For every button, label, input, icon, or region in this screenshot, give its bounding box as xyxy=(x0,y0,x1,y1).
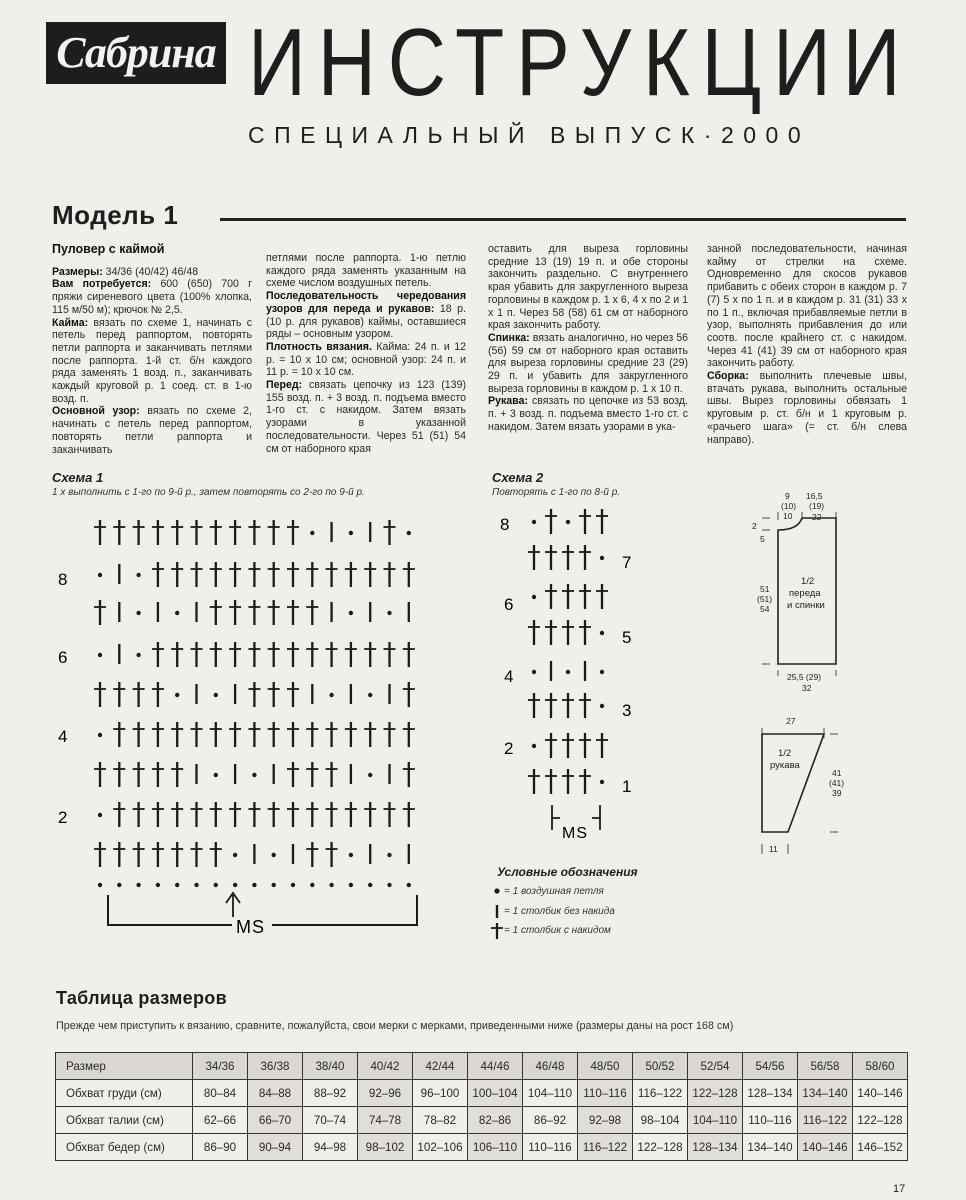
text-column-2 xyxy=(266,252,466,455)
schema-1-row-4: 4 xyxy=(58,727,68,746)
table-cell: 44/46 xyxy=(468,1053,523,1080)
table-cell: 56/58 xyxy=(798,1053,853,1080)
dim-32: 32 xyxy=(802,683,812,693)
dim-41: 41 xyxy=(832,768,842,778)
dim-19-paren: (19) xyxy=(809,501,825,511)
dim-51-paren: (51) xyxy=(757,594,773,604)
model-title: Модель 1 xyxy=(52,200,179,230)
schema-2-ms-label: MS xyxy=(562,825,588,842)
table-cell: 48/50 xyxy=(578,1053,633,1080)
table-cell: 134–140 xyxy=(798,1080,853,1107)
size-table-row xyxy=(56,1134,908,1161)
schema-2-chart xyxy=(490,500,660,850)
pattern-pieces xyxy=(740,488,920,868)
table-cell: 116–122 xyxy=(578,1134,633,1161)
table-cell: 80–84 xyxy=(193,1080,248,1107)
table-cell: 106–110 xyxy=(468,1134,523,1161)
schema-2-row-1: 1 xyxy=(622,777,632,796)
row-label: Обхват груди (см) xyxy=(56,1080,193,1107)
schema-2-title: Схема 2 xyxy=(492,470,544,485)
table-cell: 66–70 xyxy=(248,1107,303,1134)
table-cell: 50/52 xyxy=(633,1053,688,1080)
table-cell: 102–106 xyxy=(413,1134,468,1161)
dim-10: 10 xyxy=(783,511,793,521)
magazine-logo: Сабрина xyxy=(46,22,226,84)
paragraph-density: Плотность вязания. Кайма: 24 п. и 12 р. = 10 х 10 см; основной узор: 24 п. и 11 р. = 10 х 10 см. xyxy=(266,340,466,379)
table-cell: 62–66 xyxy=(193,1107,248,1134)
table-cell: 94–98 xyxy=(303,1134,358,1161)
table-cell: 122–128 xyxy=(853,1107,908,1134)
table-cell: 86–92 xyxy=(523,1107,578,1134)
table-cell: 34/36 xyxy=(193,1053,248,1080)
legend-title: Условные обозначения xyxy=(497,865,638,879)
paragraph-sizes: Размеры: 34/36 (40/42) 46/48 xyxy=(52,265,199,278)
table-cell: 110–116 xyxy=(743,1107,798,1134)
sleeve-label-1: 1/2 xyxy=(778,748,792,759)
schema-1-ms-label: MS xyxy=(236,917,265,937)
paragraph-sequence: Последовательность чередования узоров для переда и рукавов: 18 р. (10 р. для рукавов) каймы, оставшиеся ряды – основным узором. xyxy=(266,290,466,341)
dim-27: 27 xyxy=(786,716,796,726)
table-cell: 122–128 xyxy=(633,1134,688,1161)
table-cell: 78–82 xyxy=(413,1107,468,1134)
dim-9: 9 xyxy=(785,491,790,501)
paragraph-back: Спинка: вязать аналогично, но через 56 (56) 59 см от наборного края оставить для выреза горловины средние 23 (29) 29 п. и убавить для закругленного выреза горловины в каждом р. 1 х 10 п. xyxy=(488,331,688,395)
table-cell: 110–116 xyxy=(523,1134,578,1161)
table-cell: 146–152 xyxy=(853,1134,908,1161)
table-cell: 38/40 xyxy=(303,1053,358,1080)
garment-title: Пуловер с каймой xyxy=(52,242,165,256)
table-cell: 128–134 xyxy=(688,1134,743,1161)
table-cell: 88–92 xyxy=(303,1080,358,1107)
schema-2-row-8: 8 xyxy=(500,515,510,534)
table-cell: 116–122 xyxy=(798,1107,853,1134)
table-cell: 116–122 xyxy=(633,1080,688,1107)
text-column-3 xyxy=(488,243,688,434)
table-cell: 70–74 xyxy=(303,1107,358,1134)
dim-16-5: 16,5 xyxy=(806,491,823,501)
size-table-note: Прежде чем приступить к вязанию, сравните, пожалуйста, свои мерки с мерками, приведенными ниже (размеры даны на рост 168 см) xyxy=(56,1020,734,1032)
table-cell: 58/60 xyxy=(853,1053,908,1080)
dim-54: 54 xyxy=(760,604,770,614)
schema-2-row-4: 4 xyxy=(504,667,514,686)
dim-11: 11 xyxy=(769,844,778,854)
table-cell: 96–100 xyxy=(413,1080,468,1107)
chain-stitch-icon xyxy=(494,888,499,893)
legend-single-crochet: = 1 столбик без накида xyxy=(504,906,615,917)
page-title: ИНСТРУКЦИИ xyxy=(248,9,913,116)
table-cell: 74–78 xyxy=(358,1107,413,1134)
schema-1-row-8: 8 xyxy=(58,570,68,589)
dim-39: 39 xyxy=(832,788,842,798)
table-cell: 52/54 xyxy=(688,1053,743,1080)
title-divider xyxy=(220,218,906,221)
paragraph-front: Перед: связать цепочку из 123 (139) 155 возд. п. + 3 возд. п. подъема вместо 1-го ст. с накидом. Затем вязать узорами в указанной последовательности. Через 51 (51) 54 см от наборного края xyxy=(266,379,466,455)
table-cell: 42/44 xyxy=(413,1053,468,1080)
schema-2-row-2: 2 xyxy=(504,739,514,758)
front-label-2: переда xyxy=(789,588,821,599)
front-label-3: и спинки xyxy=(787,600,825,611)
table-cell: 40/42 xyxy=(358,1053,413,1080)
table-cell: 100–104 xyxy=(468,1080,523,1107)
table-cell: 92–96 xyxy=(358,1080,413,1107)
table-cell: 128–134 xyxy=(743,1080,798,1107)
dim-51: 51 xyxy=(760,584,770,594)
front-label-1: 1/2 xyxy=(801,576,815,587)
page-number: 17 xyxy=(893,1183,906,1195)
table-cell: 122–128 xyxy=(688,1080,743,1107)
table-cell: 140–146 xyxy=(853,1080,908,1107)
schema-2-row-5: 5 xyxy=(622,628,632,647)
dim-5: 5 xyxy=(760,534,765,544)
size-table-title: Таблица размеров xyxy=(56,988,227,1008)
table-cell: 54/56 xyxy=(743,1053,798,1080)
size-table-row xyxy=(56,1107,908,1134)
table-cell: 84–88 xyxy=(248,1080,303,1107)
dim-2: 2 xyxy=(752,521,757,531)
schema-1-row-6: 6 xyxy=(58,648,68,667)
paragraph-main-pattern: Основной узор: вязать по схеме 2, начинать с петель перед раппортом, повторять петли раппорта и заканчивать xyxy=(52,405,252,456)
page-subtitle: СПЕЦИАЛЬНЫЙ ВЫПУСК·2000 xyxy=(248,122,811,148)
table-cell: 98–104 xyxy=(633,1107,688,1134)
row-label: Размер xyxy=(56,1053,193,1080)
schema-2-row-7: 7 xyxy=(622,553,632,572)
schema-2-row-6: 6 xyxy=(504,595,514,614)
paragraph-assembly: Сборка: выполнить плечевые швы, втачать рукава, выполнить остальные швы. Вырез горловины обвязать 1 круговым р. ст. б/н и 1 круговым р. «рачьего шага» (= ст. б/н слева направо). xyxy=(707,370,907,446)
table-cell: 104–110 xyxy=(688,1107,743,1134)
size-table xyxy=(55,1052,908,1161)
schema-1-note: 1 х выполнить с 1-го по 9-й р., затем повторять со 2-го по 9-й р. xyxy=(52,487,365,498)
dim-41-paren: (41) xyxy=(829,778,845,788)
table-cell: 140–146 xyxy=(798,1134,853,1161)
row-label: Обхват талии (см) xyxy=(56,1107,193,1134)
dim-25-5: 25,5 (29) xyxy=(787,672,822,682)
size-table-row xyxy=(56,1080,908,1107)
paragraph-edge: Кайма: вязать по схеме 1, начинать с петель перед раппортом, повторять петли раппорта и заканчивать петлями после раппорта. 1-й ст. б/н каждого ряда заменять 1 возд. п., заканчивать каждый круговой р. 1 соед. ст. в 1-ю возд. п. xyxy=(52,316,252,405)
table-cell: 104–110 xyxy=(523,1080,578,1107)
table-cell: 110–116 xyxy=(578,1080,633,1107)
size-table-header xyxy=(56,1053,908,1080)
paragraph-materials: Вам потребуется: 600 (650) 700 г пряжи сиреневого цвета (100% хлопка, 115 м/50 м); крючок № 2,5. xyxy=(52,278,252,316)
table-cell: 36/38 xyxy=(248,1053,303,1080)
legend-double-crochet: = 1 столбик с накидом xyxy=(504,925,611,936)
text-column-4 xyxy=(707,243,907,446)
table-cell: 98–102 xyxy=(358,1134,413,1161)
legend-chain: = 1 воздушная петля xyxy=(504,886,604,897)
schema-2-row-3: 3 xyxy=(622,701,632,720)
table-cell: 46/48 xyxy=(523,1053,578,1080)
sleeve-label-2: рукава xyxy=(770,760,800,771)
table-cell: 86–90 xyxy=(193,1134,248,1161)
paragraph-sleeves-cont: занной последовательности, начиная кайму от стрелки на схеме. Одновременно для скосов рукавов прибавить с обеих сторон в каждом р. 7 (7) 5 х по 1 п. и в каждом р. 31 (31) 33 х по 1 п., включая прибавляемые петли в узор, выполнять прибавления до или соотв. после крайнего ст. с накидом. Через 41 (41) 39 см от наборного края закончить работу. xyxy=(707,243,907,370)
table-cell: 134–140 xyxy=(743,1134,798,1161)
schema-1-title: Схема 1 xyxy=(52,470,104,485)
paragraph-neckline: оставить для выреза горловины средние 13 (19) 19 п. и обе стороны закончить раздельно. С внутреннего края убавить для закругленного выреза горловины в каждом р. 1 х 6, 4 х по 2 и 1 х 1 п. Через 58 (58) 61 см от наборного края закончить работу. xyxy=(488,243,688,332)
dim-22: 22 xyxy=(812,512,822,522)
text-column-1 xyxy=(52,243,252,456)
dim-10-paren: (10) xyxy=(781,501,797,511)
schema-1-chart xyxy=(50,505,470,945)
table-cell: 82–86 xyxy=(468,1107,523,1134)
sleeve-outline xyxy=(762,734,824,832)
row-label: Обхват бедер (см) xyxy=(56,1134,193,1161)
schema-1-row-2: 2 xyxy=(58,808,68,827)
paragraph-continuation: петлями после раппорта. 1-ю петлю каждого ряда заменять указанным на схеме числом воздушных петель. xyxy=(266,252,466,290)
paragraph-sleeves: Рукава: связать по цепочке из 53 возд. п. + 3 возд. п. подъема вместо 1-го ст. с накидом. Затем вязать узорами в ука- xyxy=(488,395,688,433)
schema-2-note: Повторять с 1-го по 8-й р. xyxy=(492,487,621,498)
table-cell: 92–98 xyxy=(578,1107,633,1134)
table-cell: 90–94 xyxy=(248,1134,303,1161)
